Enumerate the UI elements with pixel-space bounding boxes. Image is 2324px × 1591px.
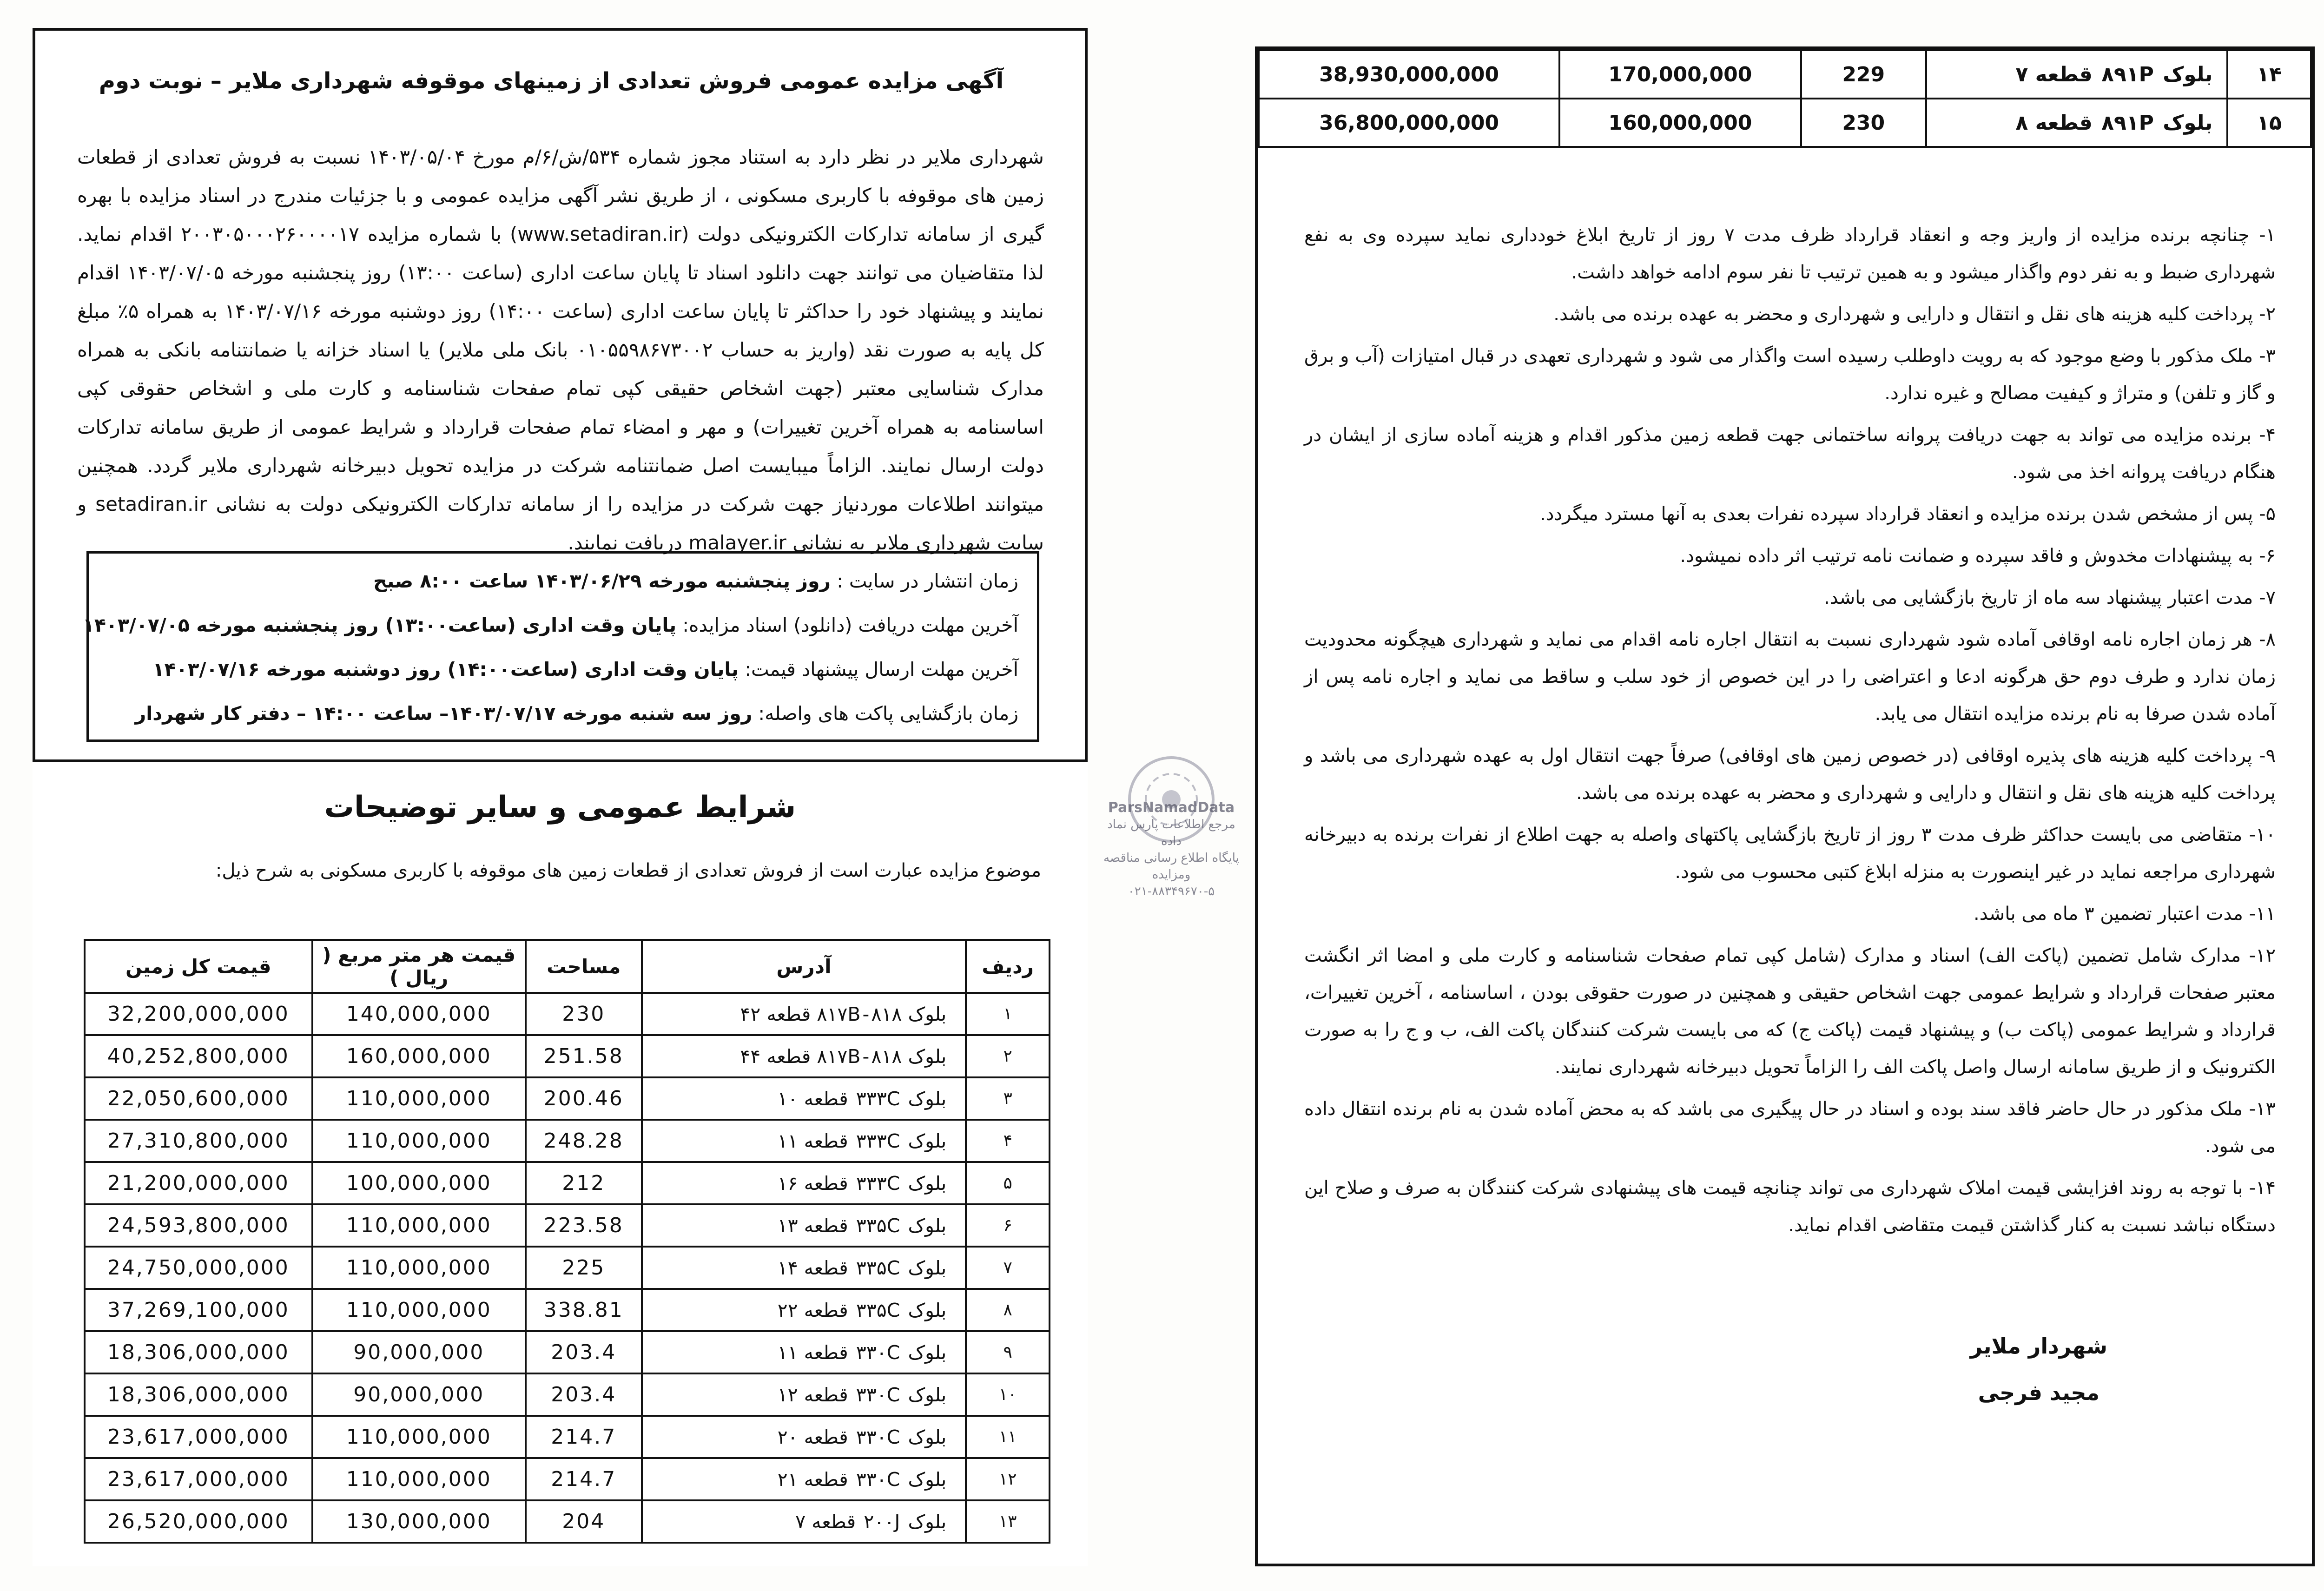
stamp-line-3: ۰۲۱-۸۸۳۴۹۶۷۰-۵: [1128, 885, 1215, 898]
address-cell: بلوک ۳۳۰C قطعه ۲۰: [642, 1416, 966, 1458]
area-cell: 229: [1801, 50, 1926, 99]
schedule-submit-value: پایان وقت اداری (ساعت۱۴:۰۰) روز دوشنبه مورخه ۱۴۰۳/۰۷/۱۶: [152, 658, 739, 680]
total-price-cell: 18,306,000,000: [85, 1373, 312, 1416]
total-price-cell: 37,269,100,000: [85, 1289, 312, 1331]
area-cell: 214.7: [526, 1416, 642, 1458]
row-number-cell: ۱۳: [966, 1500, 1050, 1543]
condition-item: ۵- پس از مشخص شدن برنده مزایده و انعقاد قرارداد سپرده نفرات بعدی به آنها مسترد میگردد.: [1539, 503, 2276, 525]
unit-price-cell: 110,000,000: [312, 1204, 526, 1247]
area-cell: 225: [526, 1247, 642, 1289]
row-number-cell: ۱۲: [966, 1458, 1050, 1500]
table-row: [85, 1289, 1050, 1331]
condition-item: ۳- ملک مذکور با وضع موجود که به رویت داوطلب رسیده است واگذار می شود و شهرداری تعهدی در قبال امتیازات (آب و برق و گاز و تلفن) و متراژ و کیفیت مصالح و غیره ندارد.: [1304, 345, 2276, 404]
address-cell: بلوک ۳۳۵C قطعه ۱۳: [642, 1204, 966, 1247]
row-number-cell: ۴: [966, 1120, 1050, 1162]
stamp-brand: ParsNamadData: [1108, 799, 1235, 816]
condition-item: ۸- هر زمان اجاره نامه اوقافی آماده شود شهرداری نسبت به انتقال اجاره نامه اقدام می نماید و شهرداری هیچگونه محدودیت زمان ندارد و طرف دوم حق هرگونه ادعا و اعتراضی را در این خصوص از خود سلب و ساقط می نماید و اجاره نامه پس از آماده شدن صرفا به نام برنده مزایده انتقال می یابد.: [1304, 629, 2276, 725]
unit-price-cell: 170,000,000: [1559, 50, 1801, 99]
header-address: آدرس: [642, 940, 966, 993]
table-row: [85, 1247, 1050, 1289]
unit-price-cell: 160,000,000: [1559, 99, 1801, 147]
table-row: [1259, 50, 2311, 99]
condition-item: ۱۴- با توجه به روند افزایشی قیمت املاک شهرداری می تواند چنانچه قیمت های پیشنهادی شرکت کنندگان به صرف و صلاح این دستگاه نباشد نسبت به کنار گذاشتن قیمت متقاضی اقدام نماید.: [1304, 1177, 2276, 1236]
schedule-box: [82, 551, 1039, 742]
unit-price-cell: 90,000,000: [312, 1331, 526, 1373]
area-cell: 251.58: [526, 1035, 642, 1077]
address-cell: بلوک ۳۳۵C قطعه ۱۴: [642, 1247, 966, 1289]
area-cell: 230: [1801, 99, 1926, 147]
stamp-line-2: پایگاه اطلاع رسانی مناقصه ومزایده: [1103, 851, 1239, 882]
unit-price-cell: 110,000,000: [312, 1458, 526, 1500]
table-row: [85, 1458, 1050, 1500]
table-row: [85, 1416, 1050, 1458]
table-row: [85, 1500, 1050, 1543]
area-cell: 248.28: [526, 1120, 642, 1162]
schedule-publish-value: روز پنجشنبه مورخه ۱۴۰۳/۰۶/۲۹ ساعت ۸:۰۰ صبح: [373, 570, 831, 592]
schedule-opening-value: روز سه شنبه مورخه ۱۴۰۳/۰۷/۱۷– ساعت ۱۴:۰۰ – دفتر کار شهردار: [135, 702, 753, 725]
address-cell: بلوک ۳۳۳C قطعه ۱۰: [642, 1077, 966, 1120]
condition-item: ۱- چنانچه برنده مزایده از واریز وجه و انعقاد قرارداد ظرف مدت ۷ روز از تاریخ ابلاغ خودداری نماید سپرده وی به نفع شهرداری ضبط و به نفر دوم واگذار میشود و به همین ترتیب تا نفر سوم ادامه خواهد داشت.: [1304, 224, 2276, 283]
row-number-cell: ۸: [966, 1289, 1050, 1331]
table-row: [85, 1077, 1050, 1120]
unit-price-cell: 90,000,000: [312, 1373, 526, 1416]
notice-body: شهرداری ملایر در نظر دارد به استناد مجوز شماره ۵۳۴/ش/۶/م مورخ ۱۴۰۳/۰۵/۰۴ نسبت به فروش تعدادی از قطعات زمین های موقوفه با کاربری مسکونی ، از طریق نشر آگهی مزایده عمومی و با جزئیات مندرج در اسناد مزایده با بهره گیری از سامانه تدارکات الکترونیکی دولت (www.setadiran.ir) با شماره مزایده ۲۰۰۳۰۵۰۰۰۲۶۰۰۰۰۱۷ اقدام نماید. لذا متقاضیان می توانند جهت دانلود اسناد تا پایان ساعت اداری (ساعت ۱۳:۰۰) روز پنجشنبه مورخه ۱۴۰۳/۰۷/۰۵ اقدام نمایند و پیشنهاد خود را حداکثر تا پایان ساعت اداری (ساعت ۱۴:۰۰) روز دوشنبه مورخه ۱۴۰۳/۰۷/۱۶ به همراه ۵٪ مبلغ کل پایه به صورت نقد (واریز به حساب ۰۱۰۵۵۹۸۶۷۳۰۰۲ بانک ملی ملایر) یا اسناد خزانه یا ضمانتنامه بانکی به همراه مدارک شناسایی معتبر (جهت اشخاص حقیقی کپی تمام صفحات شناسنامه و کارت ملی و اشخاص حقوقی کپی اساسنامه به همراه آخرین تغییرات) و مهر و امضاء تمام صفحات قرارداد و شرایط عمومی از طریق سامانه تدارکات دولت ارسال نمایند. الزاماً میبایست اصل ضمانتنامه شرکت در مزایده تحویل دبیرخانه شهرداری ملایر گردد. همچنین میتوانند اطلاعات موردنیاز جهت شرکت در مزایده را از سامانه تدارکات الکترونیکی دولت به نشانی setadiran.ir و سایت شهرداری ملایر به نشانی malayer.ir دریافت نمایند.: [77, 145, 1044, 554]
schedule-submit: [107, 647, 1018, 692]
lots-table: [84, 939, 1050, 1544]
left-page: [33, 28, 1088, 1566]
condition-item: ۴- برنده مزایده می تواند به جهت دریافت پروانه ساختمانی جهت قطعه زمین مذکور اقدام و هزینه آماده سازی از ایشان در هنگام دریافت پروانه اخذ می شود.: [1304, 424, 2276, 483]
condition-item: ۱۳- ملک مذکور در حال حاضر فاقد سند بوده و اسناد در حال پیگیری می باشد که به محض آماده شدن به نام برنده انتقال داده می شود.: [1304, 1098, 2276, 1157]
unit-price-cell: 160,000,000: [312, 1035, 526, 1077]
address-cell: بلوک ۳۳۰C قطعه ۲۱: [642, 1458, 966, 1500]
unit-price-cell: 110,000,000: [312, 1289, 526, 1331]
header-row-number: ردیف: [966, 940, 1050, 993]
condition-item: ۱۲- مدارک شامل تضمین (پاکت الف) اسناد و مدارک (شامل کپی تمام صفحات شناسنامه و کارت ملی و امضا اثر انگشت معتبر صفحات قرارداد و شرایط عمومی جهت اشخاص حقیقی و همچنین در صورت حقوقی بودن ، اساسنامه ، آخرین تغییرات، قرارداد و شرایط عمومی (پاکت ب) و پیشنهاد قیمت (پاکت ج) که می بایست شرکت کنندگان پاکت الف، ب و ج را به صورت الکترونیک و از طریق سامانه ارسال واصل پاکت الف را الزاماً تحویل دبیرخانه شهرداری نمایند.: [1304, 945, 2276, 1078]
address-cell: بلوک ۸۹۱P قطعه ۷: [1926, 50, 2227, 99]
table-row: [85, 1204, 1050, 1247]
schedule-publish: [107, 559, 1018, 603]
signature-block: [1970, 1323, 2107, 1416]
address-cell: بلوک ۸۹۱P قطعه ۸: [1926, 99, 2227, 147]
table-row: [85, 1120, 1050, 1162]
stamp-caption: [1102, 799, 1241, 900]
table-row: [85, 1162, 1050, 1204]
unit-price-cell: 100,000,000: [312, 1162, 526, 1204]
schedule-opening-label: زمان بازگشایی پاکت های واصله:: [752, 702, 1018, 725]
header-total-price: قیمت کل زمین: [85, 940, 312, 993]
area-cell: 223.58: [526, 1204, 642, 1247]
address-cell: بلوک ۳۳۰C قطعه ۱۱: [642, 1331, 966, 1373]
schedule-opening: [107, 692, 1018, 736]
table-row: [1259, 99, 2311, 147]
area-cell: 200.46: [526, 1077, 642, 1120]
condition-item: ۱۰- متقاضی می بایست حداکثر ظرف مدت ۳ روز از تاریخ بازگشایی پاکتهای واصله به جهت اطلاع از نفرات برنده به دبیرخانه شهرداری مراجعه نماید در غیر اینصورت به منزله ابلاغ کتبی محسوب می شود.: [1304, 824, 2276, 883]
total-price-cell: 23,617,000,000: [85, 1416, 312, 1458]
schedule-download-label: آخرین مهلت دریافت (دانلود) اسناد مزایده:: [676, 614, 1018, 636]
row-number-cell: ۱۱: [966, 1416, 1050, 1458]
signature-title: شهردار ملایر: [1970, 1334, 2107, 1359]
row-number-cell: ۱۰: [966, 1373, 1050, 1416]
row-number-cell: ۷: [966, 1247, 1050, 1289]
address-cell: بلوک ۲۰۰J قطعه ۷: [642, 1500, 966, 1543]
stamp-line-1: مرجع اطلاعات پارس نماد داده: [1107, 818, 1235, 848]
table-row: [85, 1331, 1050, 1373]
row-number-cell: ۲: [966, 1035, 1050, 1077]
conditions-list: [1304, 217, 2276, 1248]
condition-item: ۷- مدت اعتبار پیشنهاد سه ماه از تاریخ بازگشایی می باشد.: [1823, 587, 2276, 608]
total-price-cell: 27,310,800,000: [85, 1120, 312, 1162]
row-number-cell: ۳: [966, 1077, 1050, 1120]
terms-intro: موضوع مزایده عبارت است از فروش تعدادی از قطعات زمین های موقوفه با کاربری مسکونی به شرح ذیل:: [215, 860, 1041, 881]
condition-item: ۶- به پیشنهادات مخدوش و فاقد سپرده و ضمانت نامه ترتیب اثر داده نمیشود.: [1680, 545, 2276, 567]
total-price-cell: 23,617,000,000: [85, 1458, 312, 1500]
total-price-cell: 22,050,600,000: [85, 1077, 312, 1120]
row-number-cell: ۹: [966, 1331, 1050, 1373]
unit-price-cell: 130,000,000: [312, 1500, 526, 1543]
unit-price-cell: 110,000,000: [312, 1120, 526, 1162]
unit-price-cell: 140,000,000: [312, 993, 526, 1035]
area-cell: 203.4: [526, 1373, 642, 1416]
terms-heading: شرایط عمومی و سایر توضیحات: [324, 790, 796, 825]
address-cell: بلوک ۳۳۳C قطعه ۱۱: [642, 1120, 966, 1162]
notice-title: آگهی مزایده عمومی فروش تعدادی از زمینهای موقوفه شهرداری ملایر – نوبت دوم: [99, 68, 1004, 94]
area-cell: 230: [526, 993, 642, 1035]
schedule-download: [82, 603, 1018, 647]
area-cell: 338.81: [526, 1289, 642, 1331]
area-cell: 203.4: [526, 1331, 642, 1373]
total-price-cell: 32,200,000,000: [85, 993, 312, 1035]
row-number-cell: ۱۵: [2227, 99, 2311, 147]
schedule-submit-label: آخرین مهلت ارسال پیشنهاد قیمت:: [739, 658, 1018, 680]
table-row: [85, 1373, 1050, 1416]
signature-name: مجید فرجی: [1978, 1380, 2100, 1405]
table-row: [85, 993, 1050, 1035]
header-unit-price: قیمت هر متر مربع ( ریال ): [312, 940, 526, 993]
total-price-cell: 18,306,000,000: [85, 1331, 312, 1373]
unit-price-cell: 110,000,000: [312, 1247, 526, 1289]
auction-notice-box: [33, 28, 1088, 762]
condition-item: ۹- پرداخت کلیه هزینه های پذیره اوقافی (در خصوص زمین های اوقافی) صرفاً جهت انتقال اول به عهده شهرداری می باشد و پرداخت کلیه هزینه های نقل و انتقال و دارایی و شهرداری و محضر به عهده برنده می باشد.: [1304, 745, 2276, 804]
total-price-cell: 26,520,000,000: [85, 1500, 312, 1543]
condition-item: ۱۱- مدت اعتبار تضمین ۳ ماه می باشد.: [1974, 903, 2276, 924]
lots-table-header: [85, 940, 1050, 993]
unit-price-cell: 110,000,000: [312, 1077, 526, 1120]
row-number-cell: ۶: [966, 1204, 1050, 1247]
address-cell: بلوک ۸۱۷B-۸۱۸ قطعه ۴۴: [642, 1035, 966, 1077]
lots-table-continued: [1258, 49, 2312, 148]
schedule-publish-label: زمان انتشار در سایت :: [831, 570, 1018, 592]
area-cell: 214.7: [526, 1458, 642, 1500]
row-number-cell: ۵: [966, 1162, 1050, 1204]
row-number-cell: ۱: [966, 993, 1050, 1035]
address-cell: بلوک ۳۳۳C قطعه ۱۶: [642, 1162, 966, 1204]
table-row: [85, 1035, 1050, 1077]
header-area: مساحت: [526, 940, 642, 993]
total-price-cell: 36,800,000,000: [1259, 99, 1559, 147]
right-page: [1255, 46, 2315, 1566]
total-price-cell: 21,200,000,000: [85, 1162, 312, 1204]
address-cell: بلوک ۳۳۵C قطعه ۲۲: [642, 1289, 966, 1331]
unit-price-cell: 110,000,000: [312, 1416, 526, 1458]
row-number-cell: ۱۴: [2227, 50, 2311, 99]
address-cell: بلوک ۸۱۷B-۸۱۸ قطعه ۴۲: [642, 993, 966, 1035]
total-price-cell: 38,930,000,000: [1259, 50, 1559, 99]
total-price-cell: 40,252,800,000: [85, 1035, 312, 1077]
schedule-download-value: پایان وقت اداری (ساعت۱۳:۰۰) روز پنجشنبه مورخه ۱۴۰۳/۰۷/۰۵: [82, 614, 677, 636]
area-cell: 212: [526, 1162, 642, 1204]
condition-item: ۲- پرداخت کلیه هزینه های نقل و انتقال و دارایی و شهرداری و محضر به عهده برنده می باشد.: [1553, 304, 2276, 325]
total-price-cell: 24,750,000,000: [85, 1247, 312, 1289]
address-cell: بلوک ۳۳۰C قطعه ۱۲: [642, 1373, 966, 1416]
area-cell: 204: [526, 1500, 642, 1543]
total-price-cell: 24,593,800,000: [85, 1204, 312, 1247]
